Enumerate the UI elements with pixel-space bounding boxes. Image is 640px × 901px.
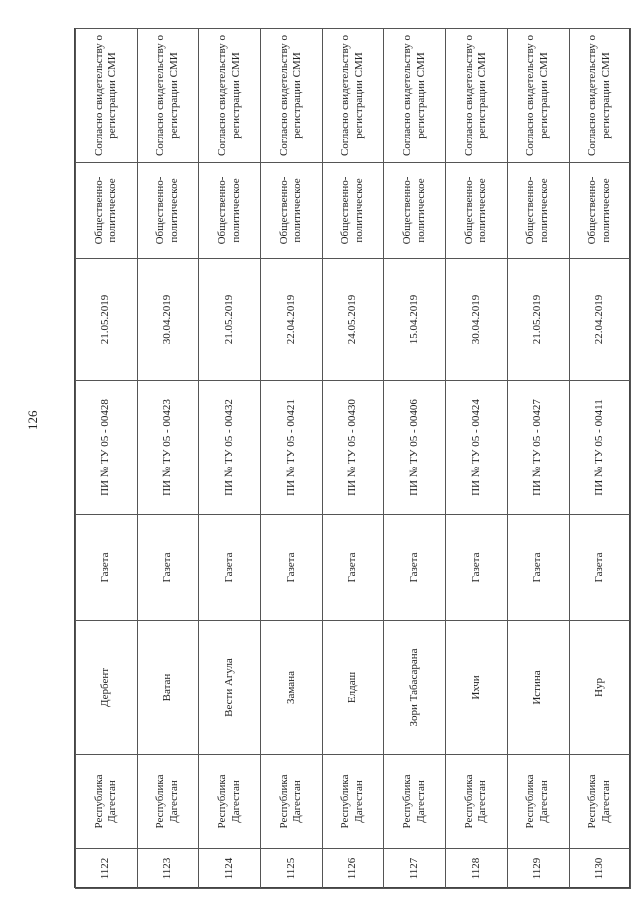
cell-media-type: Газета	[261, 515, 323, 621]
cell-media-name: Истина	[507, 621, 569, 755]
cell-region: Республика Дагестан	[76, 755, 138, 849]
cell-note: Согласно свидетельству о регистрации СМИ	[507, 29, 569, 163]
cell-media-name: Дербент	[76, 621, 138, 755]
cell-media-name: Вести Агула	[199, 621, 261, 755]
cell-theme: Общественно-политическое	[137, 163, 199, 259]
cell-region: Республика Дагестан	[446, 755, 508, 849]
cell-number: 1129	[507, 849, 569, 889]
cell-media-type: Газета	[137, 515, 199, 621]
cell-number: 1128	[446, 849, 508, 889]
table-row	[569, 29, 631, 889]
cell-number: 1125	[261, 849, 323, 889]
cell-registration-date: 22.04.2019	[569, 259, 631, 381]
cell-region: Республика Дагестан	[507, 755, 569, 849]
cell-registration-date: 30.04.2019	[137, 259, 199, 381]
cell-note: Согласно свидетельству о регистрации СМИ	[322, 29, 384, 163]
table-row	[199, 29, 261, 889]
cell-registration-number: ПИ № ТУ 05 - 00430	[322, 381, 384, 515]
cell-registration-date: 21.05.2019	[199, 259, 261, 381]
table-row	[446, 29, 508, 889]
cell-media-type: Газета	[507, 515, 569, 621]
cell-theme: Общественно-политическое	[199, 163, 261, 259]
table-row	[322, 29, 384, 889]
cell-region: Республика Дагестан	[261, 755, 323, 849]
cell-theme: Общественно-политическое	[261, 163, 323, 259]
cell-number: 1126	[322, 849, 384, 889]
table-body	[76, 29, 631, 889]
registry-sheet	[74, 28, 630, 888]
cell-note: Согласно свидетельству о регистрации СМИ	[569, 29, 631, 163]
cell-registration-date: 30.04.2019	[446, 259, 508, 381]
cell-number: 1122	[76, 849, 138, 889]
cell-note: Согласно свидетельству о регистрации СМИ	[384, 29, 446, 163]
cell-number: 1127	[384, 849, 446, 889]
cell-registration-number: ПИ № ТУ 05 - 00406	[384, 381, 446, 515]
cell-note: Согласно свидетельству о регистрации СМИ	[76, 29, 138, 163]
cell-media-name: Ватан	[137, 621, 199, 755]
cell-media-name: Ихчи	[446, 621, 508, 755]
cell-media-type: Газета	[446, 515, 508, 621]
cell-registration-date: 21.05.2019	[76, 259, 138, 381]
rotated-table-container	[75, 29, 631, 889]
cell-theme: Общественно-политическое	[322, 163, 384, 259]
cell-registration-number: ПИ № ТУ 05 - 00423	[137, 381, 199, 515]
cell-note: Согласно свидетельству о регистрации СМИ	[137, 29, 199, 163]
table-row	[261, 29, 323, 889]
cell-theme: Общественно-политическое	[76, 163, 138, 259]
cell-media-name: Замана	[261, 621, 323, 755]
cell-region: Республика Дагестан	[384, 755, 446, 849]
cell-media-name: Зори Табасарана	[384, 621, 446, 755]
cell-region: Республика Дагестан	[199, 755, 261, 849]
cell-number: 1123	[137, 849, 199, 889]
cell-number: 1130	[569, 849, 631, 889]
cell-note: Согласно свидетельству о регистрации СМИ	[261, 29, 323, 163]
cell-registration-number: ПИ № ТУ 05 - 00424	[446, 381, 508, 515]
cell-media-type: Газета	[569, 515, 631, 621]
cell-registration-number: ПИ № ТУ 05 - 00427	[507, 381, 569, 515]
cell-media-name: Елдаш	[322, 621, 384, 755]
cell-registration-number: ПИ № ТУ 05 - 00432	[199, 381, 261, 515]
table-row	[76, 29, 138, 889]
cell-media-type: Газета	[322, 515, 384, 621]
cell-media-name: Нур	[569, 621, 631, 755]
cell-number: 1124	[199, 849, 261, 889]
cell-registration-number: ПИ № ТУ 05 - 00421	[261, 381, 323, 515]
cell-registration-number: ПИ № ТУ 05 - 00411	[569, 381, 631, 515]
table-row	[384, 29, 446, 889]
cell-region: Республика Дагестан	[569, 755, 631, 849]
cell-region: Республика Дагестан	[322, 755, 384, 849]
cell-registration-date: 15.04.2019	[384, 259, 446, 381]
cell-theme: Общественно-политическое	[507, 163, 569, 259]
cell-theme: Общественно-политическое	[384, 163, 446, 259]
cell-registration-date: 21.05.2019	[507, 259, 569, 381]
cell-theme: Общественно-политическое	[569, 163, 631, 259]
table-row	[137, 29, 199, 889]
cell-media-type: Газета	[199, 515, 261, 621]
cell-region: Республика Дагестан	[137, 755, 199, 849]
cell-media-type: Газета	[76, 515, 138, 621]
cell-theme: Общественно-политическое	[446, 163, 508, 259]
cell-registration-date: 22.04.2019	[261, 259, 323, 381]
cell-registration-date: 24.05.2019	[322, 259, 384, 381]
cell-media-type: Газета	[384, 515, 446, 621]
cell-registration-number: ПИ № ТУ 05 - 00428	[76, 381, 138, 515]
page-number: 126	[25, 410, 40, 430]
table-row	[507, 29, 569, 889]
media-registry-table	[75, 28, 631, 889]
cell-note: Согласно свидетельству о регистрации СМИ	[199, 29, 261, 163]
cell-note: Согласно свидетельству о регистрации СМИ	[446, 29, 508, 163]
